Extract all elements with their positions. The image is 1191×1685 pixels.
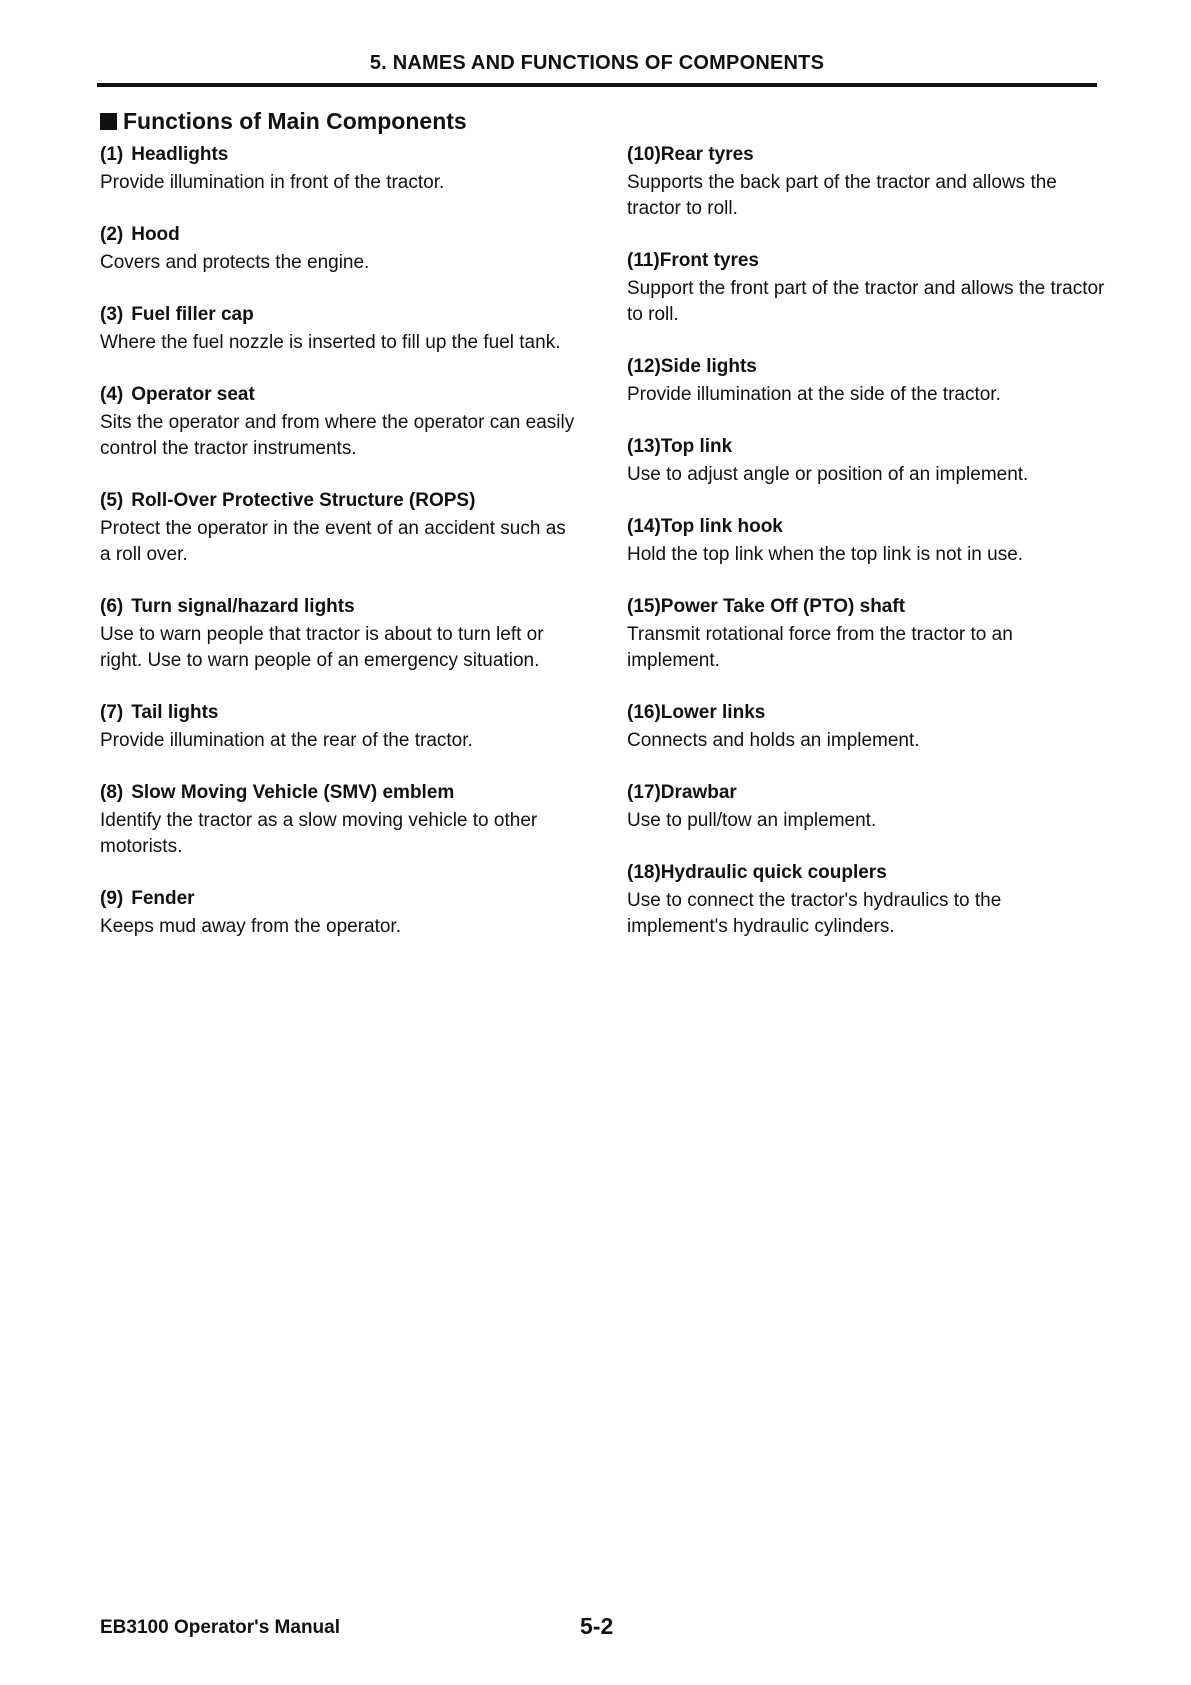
component-item xyxy=(100,595,580,674)
component-item xyxy=(627,249,1107,328)
component-item xyxy=(100,303,580,356)
component-item xyxy=(627,355,1107,408)
item-description: Identify the tractor as a slow moving vehicle to other motorists. xyxy=(100,810,538,857)
component-item xyxy=(627,781,1107,834)
item-description: Provide illumination in front of the tractor. xyxy=(100,172,445,193)
item-title: Drawbar xyxy=(660,782,737,803)
item-description: Use to connect the tractor's hydraulics to the implement's hydraulic cylinders. xyxy=(627,890,1002,937)
left-column xyxy=(100,143,580,967)
item-title: Turn signal/hazard lights xyxy=(131,596,355,617)
item-description: Covers and protects the engine. xyxy=(100,252,370,273)
item-number: (7) xyxy=(100,702,124,723)
item-number: (4) xyxy=(100,384,124,405)
item-number: (8) xyxy=(100,782,124,803)
item-number: (11) xyxy=(627,250,660,271)
item-number: (1) xyxy=(100,144,124,165)
item-description: Use to adjust angle or position of an implement. xyxy=(627,464,1029,485)
section-title xyxy=(100,108,467,135)
component-item xyxy=(627,861,1107,940)
item-title: Fuel filler cap xyxy=(131,304,254,325)
item-title: Hydraulic quick couplers xyxy=(660,862,887,883)
component-item xyxy=(627,701,1107,754)
item-title: Operator seat xyxy=(131,384,255,405)
item-number: (16) xyxy=(627,702,661,723)
item-description: Transmit rotational force from the tractor to an implement. xyxy=(627,624,1013,671)
item-number: (13) xyxy=(627,436,661,457)
item-title: Side lights xyxy=(660,356,757,377)
component-item xyxy=(100,223,580,276)
right-column xyxy=(627,143,1107,967)
item-title: Slow Moving Vehicle (SMV) emblem xyxy=(131,782,455,803)
component-item xyxy=(627,515,1107,568)
component-item xyxy=(627,435,1107,488)
item-description: Use to warn people that tractor is about to turn left or right. Use to warn people of an emergency situation. xyxy=(100,624,544,671)
item-number: (2) xyxy=(100,224,124,245)
page-number: 5-2 xyxy=(580,1613,614,1639)
item-description: Hold the top link when the top link is not in use. xyxy=(627,544,1024,565)
item-description: Supports the back part of the tractor and allows the tractor to roll. xyxy=(627,172,1057,219)
component-item xyxy=(627,143,1107,222)
header-rule xyxy=(97,83,1097,87)
item-title: Roll-Over Protective Structure (ROPS) xyxy=(131,490,476,511)
manual-title: EB3100 Operator's Manual xyxy=(100,1617,340,1638)
item-description: Connects and holds an implement. xyxy=(627,730,920,751)
item-number: (9) xyxy=(100,888,124,909)
item-title: Rear tyres xyxy=(660,144,754,165)
item-number: (15) xyxy=(627,596,661,617)
item-number: (10) xyxy=(627,144,661,165)
item-number: (3) xyxy=(100,304,124,325)
item-number: (5) xyxy=(100,490,124,511)
item-number: (18) xyxy=(627,862,661,883)
component-item xyxy=(100,701,580,754)
item-title: Fender xyxy=(131,888,195,909)
item-title: Top link hook xyxy=(660,516,783,537)
component-item xyxy=(100,383,580,462)
item-number: (17) xyxy=(627,782,661,803)
item-number: (6) xyxy=(100,596,124,617)
black-square-icon xyxy=(100,113,117,130)
component-item xyxy=(100,887,580,940)
item-description: Protect the operator in the event of an accident such as a roll over. xyxy=(100,518,566,565)
item-description: Sits the operator and from where the operator can easily control the tractor instruments. xyxy=(100,412,575,459)
item-title: Headlights xyxy=(131,144,229,165)
item-title: Tail lights xyxy=(131,702,219,723)
item-title: Lower links xyxy=(660,702,766,723)
item-description: Provide illumination at the rear of the tractor. xyxy=(100,730,473,751)
section-title-text: Functions of Main Components xyxy=(123,108,467,134)
item-description: Keeps mud away from the operator. xyxy=(100,916,401,937)
item-title: Hood xyxy=(131,224,180,245)
component-item xyxy=(100,489,580,568)
component-item xyxy=(100,781,580,860)
item-description: Use to pull/tow an implement. xyxy=(627,810,877,831)
item-number: (12) xyxy=(627,356,661,377)
item-title: Top link xyxy=(660,436,733,457)
item-title: Power Take Off (PTO) shaft xyxy=(660,596,906,617)
component-item xyxy=(627,595,1107,674)
item-description: Provide illumination at the side of the tractor. xyxy=(627,384,1001,405)
item-title: Front tyres xyxy=(659,250,759,271)
page-header: 5. NAMES AND FUNCTIONS OF COMPONENTS xyxy=(369,52,825,74)
item-number: (14) xyxy=(627,516,661,537)
component-item xyxy=(100,143,580,196)
item-description: Support the front part of the tractor and allows the tractor to roll. xyxy=(627,278,1105,325)
item-description: Where the fuel nozzle is inserted to fill up the fuel tank. xyxy=(100,332,561,353)
